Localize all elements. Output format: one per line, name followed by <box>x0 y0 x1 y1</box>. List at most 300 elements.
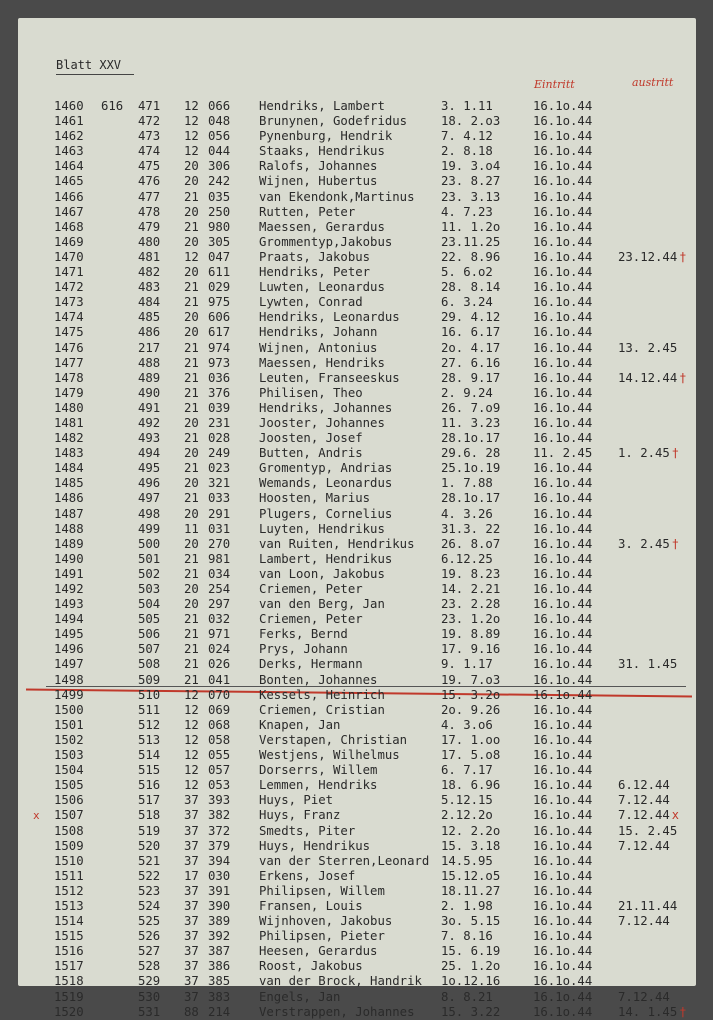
block-number: 21 <box>184 219 199 234</box>
exit-date: 31. 1.45 <box>618 657 678 672</box>
sub-number: 974 <box>208 340 231 355</box>
table-row <box>18 507 696 522</box>
block-number: 20 <box>184 310 199 325</box>
entry-number: 1495 <box>54 627 84 642</box>
entry-number: 1510 <box>54 853 84 868</box>
entry-number: 1508 <box>54 823 84 838</box>
birth-date: 17. 1.oo <box>441 732 501 747</box>
sub-number: 048 <box>208 114 231 129</box>
table-row <box>18 718 696 733</box>
list-number: 519 <box>138 823 161 838</box>
entry-date: 16.1o.44 <box>533 476 593 491</box>
person-name: Leuten, Franseeskus <box>259 370 400 385</box>
entry-date: 16.1o.44 <box>533 129 593 144</box>
person-name: Lemmen, Hendriks <box>259 778 378 793</box>
entry-date: 16.1o.44 <box>533 189 593 204</box>
entry-date: 16.1o.44 <box>533 536 593 551</box>
block-number: 21 <box>184 491 199 506</box>
red-mark: † <box>671 536 680 551</box>
block-number: 37 <box>184 808 199 823</box>
entry-number: 1468 <box>54 219 84 234</box>
entry-number: 1479 <box>54 385 84 400</box>
list-number: 484 <box>138 295 161 310</box>
person-name: Luyten, Hendrikus <box>259 521 385 536</box>
entry-number: 1511 <box>54 868 84 883</box>
entry-date: 16.1o.44 <box>533 853 593 868</box>
entry-date: 16.1o.44 <box>533 219 593 234</box>
header-austritt: austritt <box>632 76 674 89</box>
entry-number: 1477 <box>54 355 84 370</box>
sub-number: 036 <box>208 370 231 385</box>
person-name: Jooster, Johannes <box>259 415 385 430</box>
entry-date: 16.1o.44 <box>533 898 593 913</box>
table-row <box>18 416 696 431</box>
table-row <box>18 386 696 401</box>
table-row <box>18 673 696 688</box>
list-number: 515 <box>138 763 161 778</box>
entry-number: 1490 <box>54 551 84 566</box>
sub-number: 039 <box>208 400 231 415</box>
table-row <box>18 159 696 174</box>
sub-number: 297 <box>208 597 231 612</box>
birth-date: 26. 8.o7 <box>441 536 501 551</box>
block-number: 21 <box>184 672 199 687</box>
sheet-label-underline <box>56 74 134 75</box>
list-number: 506 <box>138 627 161 642</box>
entry-date: 11. 2.45 <box>533 446 593 461</box>
red-mark: x <box>671 808 680 823</box>
birth-date: 18. 6.96 <box>441 778 501 793</box>
birth-date: 7. 8.16 <box>441 929 493 944</box>
birth-date: 6.12.25 <box>441 551 493 566</box>
exit-date: 7.12.44 <box>618 793 670 808</box>
birth-date: 19. 8.89 <box>441 627 501 642</box>
birth-date: 29. 4.12 <box>441 310 501 325</box>
sub-number: 391 <box>208 883 231 898</box>
person-name: Wemands, Leonardus <box>259 476 393 491</box>
table-row <box>18 808 696 823</box>
table-row <box>18 265 696 280</box>
list-number: 528 <box>138 959 161 974</box>
person-name: van Ruiten, Hendrikus <box>259 536 415 551</box>
entry-number: 1502 <box>54 732 84 747</box>
sub-number: 270 <box>208 536 231 551</box>
sub-number: 070 <box>208 687 231 702</box>
person-name: Heesen, Gerardus <box>259 944 378 959</box>
person-name: van den Berg, Jan <box>259 597 385 612</box>
entry-date: 16.1o.44 <box>533 883 593 898</box>
table-row <box>18 612 696 627</box>
person-name: Derks, Hermann <box>259 657 363 672</box>
entry-number: 1499 <box>54 687 84 702</box>
list-number: 472 <box>138 114 161 129</box>
sub-number: 055 <box>208 748 231 763</box>
sub-number: 372 <box>208 823 231 838</box>
sub-number: 066 <box>208 99 231 113</box>
list-number: 505 <box>138 612 161 627</box>
sub-number: 024 <box>208 642 231 657</box>
entry-number: 1475 <box>54 325 84 340</box>
sub-number: 385 <box>208 974 231 989</box>
sub-number: 033 <box>208 491 231 506</box>
block-number: 37 <box>184 929 199 944</box>
person-name: Hendriks, Leonardus <box>259 310 400 325</box>
entry-number: 1492 <box>54 582 84 596</box>
block-number: 37 <box>184 944 199 959</box>
entry-date: 16.1o.44 <box>533 974 593 989</box>
person-name: Kessels, Heinrich <box>259 687 385 702</box>
block-number: 21 <box>184 551 199 566</box>
table-row <box>18 914 696 929</box>
entry-date: 16.1o.44 <box>533 431 593 446</box>
block-number: 20 <box>184 597 199 612</box>
table-row <box>18 552 696 567</box>
list-number: 525 <box>138 914 161 929</box>
entry-date: 16.1o.44 <box>533 461 593 476</box>
list-number: 485 <box>138 310 161 325</box>
entry-number: 1466 <box>54 189 84 204</box>
exit-date: 23.12.44 <box>618 249 678 264</box>
birth-date: 2o. 9.26 <box>441 702 501 717</box>
person-name: Roost, Jakobus <box>259 959 363 974</box>
list-number: 517 <box>138 793 161 808</box>
sub-number: 031 <box>208 521 231 536</box>
entry-number: 1480 <box>54 400 84 415</box>
document-page <box>18 18 696 1019</box>
entry-number: 1474 <box>54 310 84 325</box>
entry-number: 1509 <box>54 838 84 853</box>
block-number: 37 <box>184 853 199 868</box>
table-row <box>18 476 696 491</box>
list-number: 504 <box>138 597 161 612</box>
block-number: 21 <box>184 370 199 385</box>
person-name: Ferks, Bernd <box>259 627 348 642</box>
entry-date: 16.1o.44 <box>533 340 593 355</box>
entry-number: 1471 <box>54 265 84 280</box>
birth-date: 28. 9.17 <box>441 370 501 385</box>
sub-number: 057 <box>208 763 231 778</box>
birth-date: 23. 2.28 <box>441 597 501 612</box>
sub-number: 056 <box>208 129 231 144</box>
list-number: 477 <box>138 189 161 204</box>
person-name: Bonten, Johannes <box>259 672 378 687</box>
birth-date: 1. 7.88 <box>441 476 493 491</box>
birth-date: 15. 6.19 <box>441 944 501 959</box>
block-number: 12 <box>184 114 199 129</box>
birth-date: 11. 3.23 <box>441 415 501 430</box>
birth-date: 6. 3.24 <box>441 295 493 310</box>
sub-number: 250 <box>208 204 231 219</box>
block-number: 21 <box>184 385 199 400</box>
table-row <box>18 748 696 763</box>
list-number: 474 <box>138 144 161 159</box>
sub-number: 973 <box>208 355 231 370</box>
block-number: 21 <box>184 189 199 204</box>
exit-date: 3. 2.45 <box>618 536 670 551</box>
entry-date: 16.1o.44 <box>533 717 593 732</box>
exit-date: 21.11.44 <box>618 898 678 913</box>
block-number: 12 <box>184 687 199 702</box>
person-name: Philisen, Theo <box>259 385 363 400</box>
sub-number: 383 <box>208 989 231 1004</box>
entry-date: 16.1o.44 <box>533 838 593 853</box>
person-name: Joosten, Josef <box>259 431 363 446</box>
block-number: 12 <box>184 129 199 144</box>
list-number: 499 <box>138 521 161 536</box>
entry-date: 16.1o.44 <box>533 355 593 370</box>
block-number: 21 <box>184 340 199 355</box>
entry-number: 1485 <box>54 476 84 491</box>
entry-date: 16.1o.44 <box>533 944 593 959</box>
entry-date: 16.1o.44 <box>533 687 593 702</box>
entry-date: 16.1o.44 <box>533 1004 593 1019</box>
entry-date: 16.1o.44 <box>533 370 593 385</box>
sub-number: 053 <box>208 778 231 793</box>
table-row <box>18 325 696 340</box>
birth-date: 5.12.15 <box>441 793 493 808</box>
birth-date: 6. 7.17 <box>441 763 493 778</box>
entry-date: 16.1o.44 <box>533 280 593 295</box>
birth-date: 5. 6.o2 <box>441 265 493 280</box>
person-name: Plugers, Cornelius <box>259 506 393 521</box>
birth-date: 9. 1.17 <box>441 657 493 672</box>
birth-date: 2. 9.24 <box>441 385 493 400</box>
entry-number: 1461 <box>54 114 84 129</box>
birth-date: 7. 4.12 <box>441 129 493 144</box>
block-number: 37 <box>184 793 199 808</box>
list-number: 496 <box>138 476 161 491</box>
sub-number: 386 <box>208 959 231 974</box>
person-name: van der Brock, Handrik <box>259 974 422 989</box>
entry-number: 1484 <box>54 461 84 476</box>
birth-date: 19. 7.o3 <box>441 672 501 687</box>
entry-number: 1494 <box>54 612 84 627</box>
person-name: Criemen, Peter <box>259 582 363 596</box>
entry-number: 1507 <box>54 808 84 823</box>
list-number: 473 <box>138 129 161 144</box>
entry-date: 16.1o.44 <box>533 521 593 536</box>
birth-date: 28.1o.17 <box>441 491 501 506</box>
entry-date: 16.1o.44 <box>533 642 593 657</box>
list-number: 509 <box>138 672 161 687</box>
entry-number: 1483 <box>54 446 84 461</box>
block-number: 12 <box>184 717 199 732</box>
entry-date: 16.1o.44 <box>533 959 593 974</box>
entry-number: 1493 <box>54 597 84 612</box>
entry-date: 16.1o.44 <box>533 868 593 883</box>
sub-number: 047 <box>208 249 231 264</box>
entry-number: 1487 <box>54 506 84 521</box>
entry-number: 1469 <box>54 234 84 249</box>
block-number: 20 <box>184 506 199 521</box>
birth-date: 4. 3.o6 <box>441 717 493 732</box>
person-name: van der Sterren,Leonard <box>259 853 430 868</box>
birth-date: 25.1o.19 <box>441 461 501 476</box>
entry-number: 1504 <box>54 763 84 778</box>
birth-date: 15. 3.2o <box>441 687 501 702</box>
entry-date: 16.1o.44 <box>533 415 593 430</box>
exit-date: 14.12.44 <box>618 370 678 385</box>
list-number: 511 <box>138 702 161 717</box>
entry-date: 16.1o.44 <box>533 310 593 325</box>
sub-number: 305 <box>208 234 231 249</box>
block-number: 20 <box>184 582 199 596</box>
entry-date: 16.1o.44 <box>533 989 593 1004</box>
birth-date: 26. 7.o9 <box>441 400 501 415</box>
block-number: 21 <box>184 642 199 657</box>
block-number: 21 <box>184 295 199 310</box>
sub-number: 069 <box>208 702 231 717</box>
block-number: 20 <box>184 536 199 551</box>
sub-number: 981 <box>208 551 231 566</box>
list-number: 479 <box>138 219 161 234</box>
person-name: Hendriks, Johannes <box>259 400 393 415</box>
birth-date: 1o.12.16 <box>441 974 501 989</box>
entry-number: 1467 <box>54 204 84 219</box>
person-name: Maessen, Gerardus <box>259 219 385 234</box>
entry-number: 1488 <box>54 521 84 536</box>
list-number: 490 <box>138 385 161 400</box>
entry-date: 16.1o.44 <box>533 823 593 838</box>
list-number: 508 <box>138 657 161 672</box>
table-row <box>18 99 696 114</box>
entry-number: 1463 <box>54 144 84 159</box>
person-name: Huys, Hendrikus <box>259 838 371 853</box>
birth-date: 23. 8.27 <box>441 174 501 189</box>
person-name: Wijnhoven, Jakobus <box>259 914 393 929</box>
sheet-label: Blatt XXV <box>56 58 122 72</box>
block-number: 21 <box>184 566 199 581</box>
entry-date: 16.1o.44 <box>533 582 593 596</box>
entry-date: 16.1o.44 <box>533 265 593 280</box>
table-row <box>18 657 696 672</box>
list-number: 529 <box>138 974 161 989</box>
entry-date: 16.1o.44 <box>533 249 593 264</box>
sub-number: 393 <box>208 793 231 808</box>
person-name: Wijnen, Hubertus <box>259 174 378 189</box>
person-name: Rutten, Peter <box>259 204 356 219</box>
list-number: 514 <box>138 748 161 763</box>
person-name: Lambert, Hendrikus <box>259 551 393 566</box>
block-number: 37 <box>184 823 199 838</box>
table-row <box>18 944 696 959</box>
exit-date: 7.12.44 <box>618 838 670 853</box>
list-number: 501 <box>138 551 161 566</box>
sub-number: 041 <box>208 672 231 687</box>
table-row <box>18 461 696 476</box>
list-number: 217 <box>138 340 161 355</box>
list-number: 495 <box>138 461 161 476</box>
entry-date: 16.1o.44 <box>533 99 593 113</box>
person-name: Criemen, Cristian <box>259 702 385 717</box>
table-row <box>18 793 696 808</box>
red-mark: † <box>679 370 687 385</box>
list-number: 521 <box>138 853 161 868</box>
table-row <box>18 627 696 642</box>
block-number: 21 <box>184 461 199 476</box>
entry-number: 1518 <box>54 974 84 989</box>
table-row <box>18 642 696 657</box>
person-name: Dorserrs, Willem <box>259 763 378 778</box>
list-number: 475 <box>138 159 161 174</box>
entry-date: 16.1o.44 <box>533 566 593 581</box>
block-number: 37 <box>184 883 199 898</box>
sub-number: 980 <box>208 219 231 234</box>
entry-number: 1481 <box>54 415 84 430</box>
sub-number: 394 <box>208 853 231 868</box>
entry-date: 16.1o.44 <box>533 597 593 612</box>
birth-date: 12. 2.2o <box>441 823 501 838</box>
table-row <box>18 280 696 295</box>
list-number: 494 <box>138 446 161 461</box>
sub-number: 291 <box>208 506 231 521</box>
sub-number: 068 <box>208 717 231 732</box>
sub-number: 254 <box>208 582 231 596</box>
entry-number: 1513 <box>54 898 84 913</box>
sub-number: 035 <box>208 189 231 204</box>
person-name: Brunynen, Godefridus <box>259 114 408 129</box>
table-row <box>18 824 696 839</box>
birth-date: 3. 1.11 <box>441 99 493 113</box>
exit-date: 1. 2.45 <box>618 446 670 461</box>
birth-date: 23. 1.2o <box>441 612 501 627</box>
sub-number: 026 <box>208 657 231 672</box>
block-number: 21 <box>184 627 199 642</box>
list-number: 500 <box>138 536 161 551</box>
table-row <box>18 446 696 461</box>
table-row <box>18 250 696 265</box>
entry-number: 1519 <box>54 989 84 1004</box>
birth-date: 19. 8.23 <box>441 566 501 581</box>
list-number: 524 <box>138 898 161 913</box>
entry-number: 1515 <box>54 929 84 944</box>
person-name: van Ekendonk,Martinus <box>259 189 415 204</box>
table-row <box>18 839 696 854</box>
list-number: 527 <box>138 944 161 959</box>
block-number: 20 <box>184 476 199 491</box>
list-number: 476 <box>138 174 161 189</box>
entry-date: 16.1o.44 <box>533 491 593 506</box>
block-number: 21 <box>184 612 199 627</box>
sub-number: 032 <box>208 612 231 627</box>
block-number: 12 <box>184 748 199 763</box>
table-row <box>18 703 696 718</box>
list-number: 512 <box>138 717 161 732</box>
entry-number: 1496 <box>54 642 84 657</box>
block-number: 20 <box>184 265 199 280</box>
birth-date: 17. 5.o8 <box>441 748 501 763</box>
sub-number: 030 <box>208 868 231 883</box>
sub-number: 044 <box>208 144 231 159</box>
entry-date: 16.1o.44 <box>533 808 593 823</box>
person-name: Huys, Franz <box>259 808 341 823</box>
list-number: 510 <box>138 687 161 702</box>
entry-date: 16.1o.44 <box>533 506 593 521</box>
list-number: 518 <box>138 808 161 823</box>
block-number: 12 <box>184 249 199 264</box>
birth-date: 2. 8.18 <box>441 144 493 159</box>
list-number: 502 <box>138 566 161 581</box>
table-row <box>18 235 696 250</box>
block-number: 37 <box>184 898 199 913</box>
birth-date: 27. 6.16 <box>441 355 501 370</box>
table-row <box>18 220 696 235</box>
table-row <box>18 310 696 325</box>
entry-number: 1520 <box>54 1004 84 1019</box>
entry-date: 16.1o.44 <box>533 400 593 415</box>
birth-date: 17. 9.16 <box>441 642 501 657</box>
cross-mark: x <box>33 809 40 823</box>
